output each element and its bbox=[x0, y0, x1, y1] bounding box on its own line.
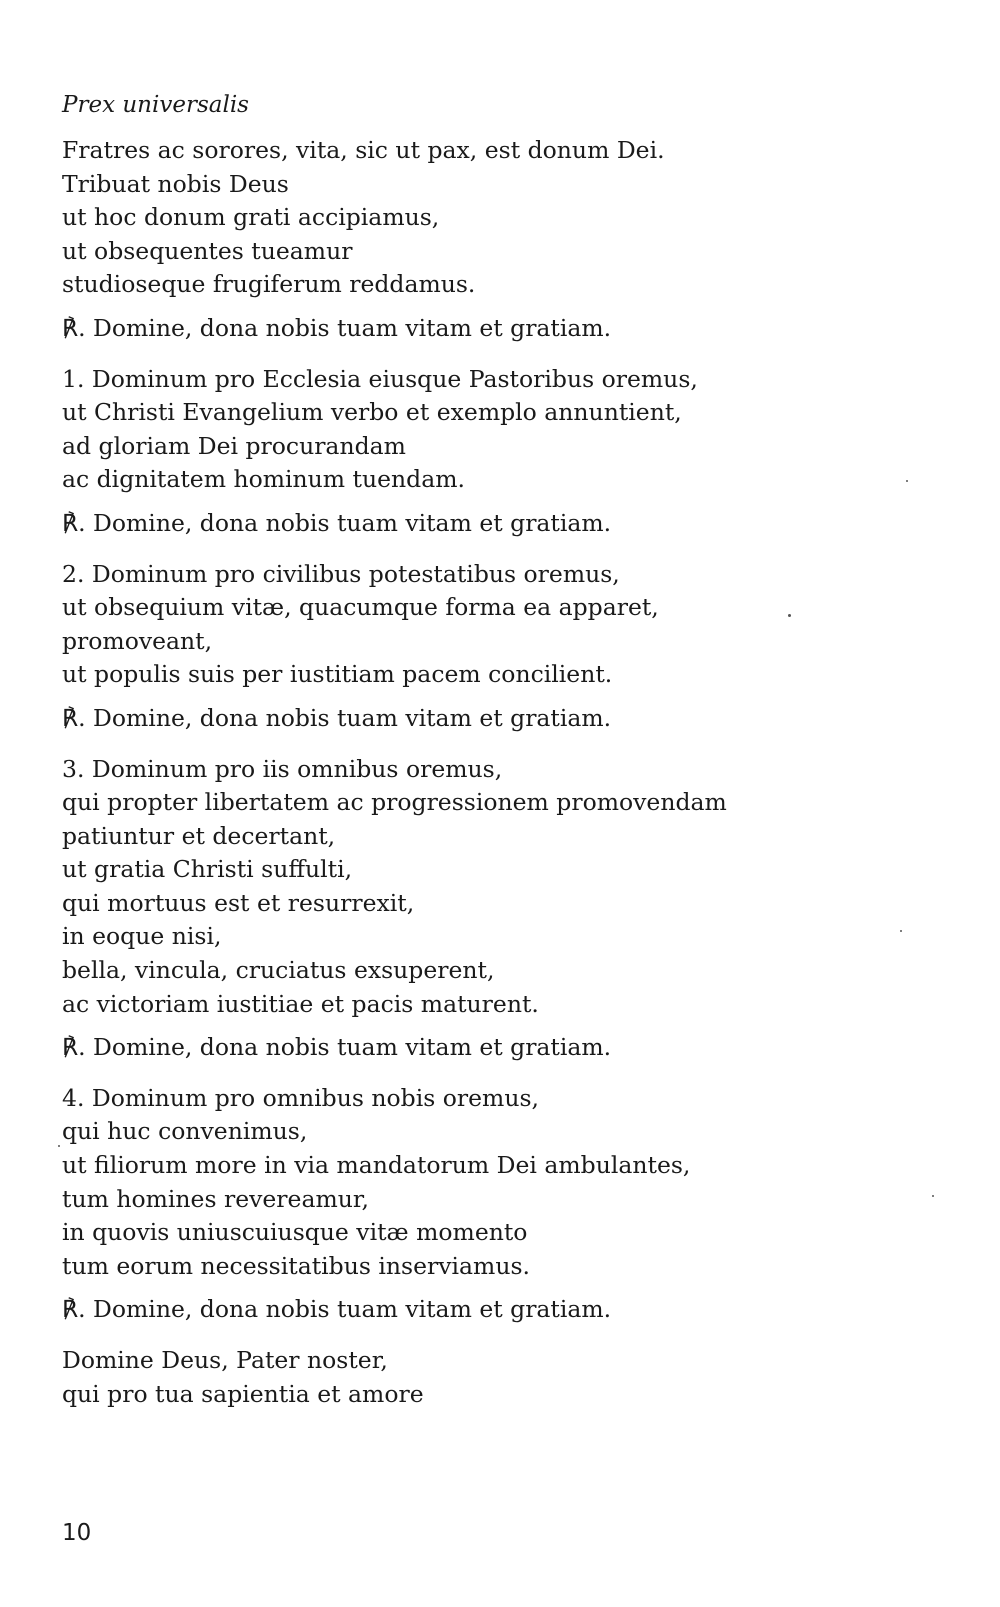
text-line: tum eorum necessitatibus inserviamus. bbox=[62, 1251, 530, 1280]
text-line: ut hoc donum grati accipiamus, bbox=[62, 203, 440, 232]
response-line bbox=[62, 312, 942, 346]
text-line: ad gloriam Dei procurandam bbox=[62, 431, 406, 460]
page-content bbox=[62, 88, 942, 1411]
response-line bbox=[62, 507, 942, 541]
scan-speck bbox=[900, 930, 902, 932]
text-line: 2. Dominum pro civilibus potestatibus oremus, bbox=[62, 559, 620, 588]
text-line: Domine Deus, Pater noster, bbox=[62, 1346, 388, 1374]
text-line: ut obsequium vitæ, quacumque forma ea apparet, bbox=[62, 593, 659, 622]
section-heading: Prex universalis bbox=[62, 92, 249, 118]
text-line: ac dignitatem hominum tuendam. bbox=[62, 465, 465, 494]
response-text: Domine, dona nobis tuam vitam et gratiam. bbox=[93, 1033, 612, 1062]
response-symbol: ℟. bbox=[62, 703, 86, 732]
intention-3 bbox=[62, 753, 942, 1065]
text-line: ut Christi Evangelium verbo et exemplo annuntient, bbox=[62, 398, 682, 427]
response-text: Domine, dona nobis tuam vitam et gratiam. bbox=[93, 1295, 612, 1324]
text-line: in quovis uniuscuiusque vitæ momento bbox=[62, 1218, 528, 1247]
response-symbol: ℟. bbox=[62, 313, 86, 342]
text-line: ut populis suis per iustitiam pacem concilient. bbox=[62, 660, 613, 689]
text-line: qui mortuus est et resurrexit, bbox=[62, 888, 415, 917]
intention-1 bbox=[62, 363, 942, 541]
text-line: 4. Dominum pro omnibus nobis oremus, bbox=[62, 1083, 539, 1112]
response-line bbox=[62, 1293, 942, 1327]
scan-speck bbox=[906, 480, 908, 482]
closing-prayer bbox=[62, 1344, 942, 1411]
text-line: promoveant, bbox=[62, 626, 213, 655]
text-line: qui huc convenimus, bbox=[62, 1117, 308, 1146]
response-symbol: ℟. bbox=[62, 508, 86, 537]
text-line: qui pro tua sapientia et amore bbox=[62, 1379, 424, 1408]
response-symbol: ℟. bbox=[62, 1033, 86, 1062]
scan-speck bbox=[58, 1145, 60, 1147]
response-text: Domine, dona nobis tuam vitam et gratiam. bbox=[93, 508, 612, 537]
response-line bbox=[62, 702, 942, 736]
text-line: patiuntur et decertant, bbox=[62, 821, 336, 850]
intro-paragraph bbox=[62, 134, 942, 346]
response-symbol: ℟. bbox=[62, 1295, 86, 1324]
intention-4 bbox=[62, 1082, 942, 1327]
text-line: 1. Dominum pro Ecclesia eiusque Pastoribus oremus, bbox=[62, 364, 698, 393]
text-line: ut obsequentes tueamur bbox=[62, 236, 353, 265]
text-line: Fratres ac sorores, vita, sic ut pax, est donum Dei. bbox=[62, 136, 665, 164]
text-line: ut gratia Christi suffulti, bbox=[62, 855, 353, 884]
text-line: ac victoriam iustitiae et pacis maturent. bbox=[62, 989, 539, 1018]
text-line: tum homines revereamur, bbox=[62, 1184, 370, 1213]
text-line: studioseque frugiferum reddamus. bbox=[62, 270, 476, 299]
intention-2 bbox=[62, 558, 942, 736]
response-line bbox=[62, 1031, 942, 1065]
text-line: qui propter libertatem ac progressionem promovendam bbox=[62, 788, 727, 817]
text-line: in eoque nisi, bbox=[62, 922, 222, 951]
scan-speck bbox=[788, 614, 791, 617]
text-line: 3. Dominum pro iis omnibus oremus, bbox=[62, 754, 503, 783]
text-line: bella, vincula, cruciatus exsuperent, bbox=[62, 956, 495, 985]
page-number: 10 bbox=[62, 1520, 92, 1546]
response-text: Domine, dona nobis tuam vitam et gratiam. bbox=[93, 703, 612, 732]
scan-speck bbox=[932, 1195, 934, 1197]
text-line: ut filiorum more in via mandatorum Dei ambulantes, bbox=[62, 1151, 691, 1180]
response-text: Domine, dona nobis tuam vitam et gratiam. bbox=[93, 313, 612, 342]
text-line: Tribuat nobis Deus bbox=[62, 169, 289, 198]
